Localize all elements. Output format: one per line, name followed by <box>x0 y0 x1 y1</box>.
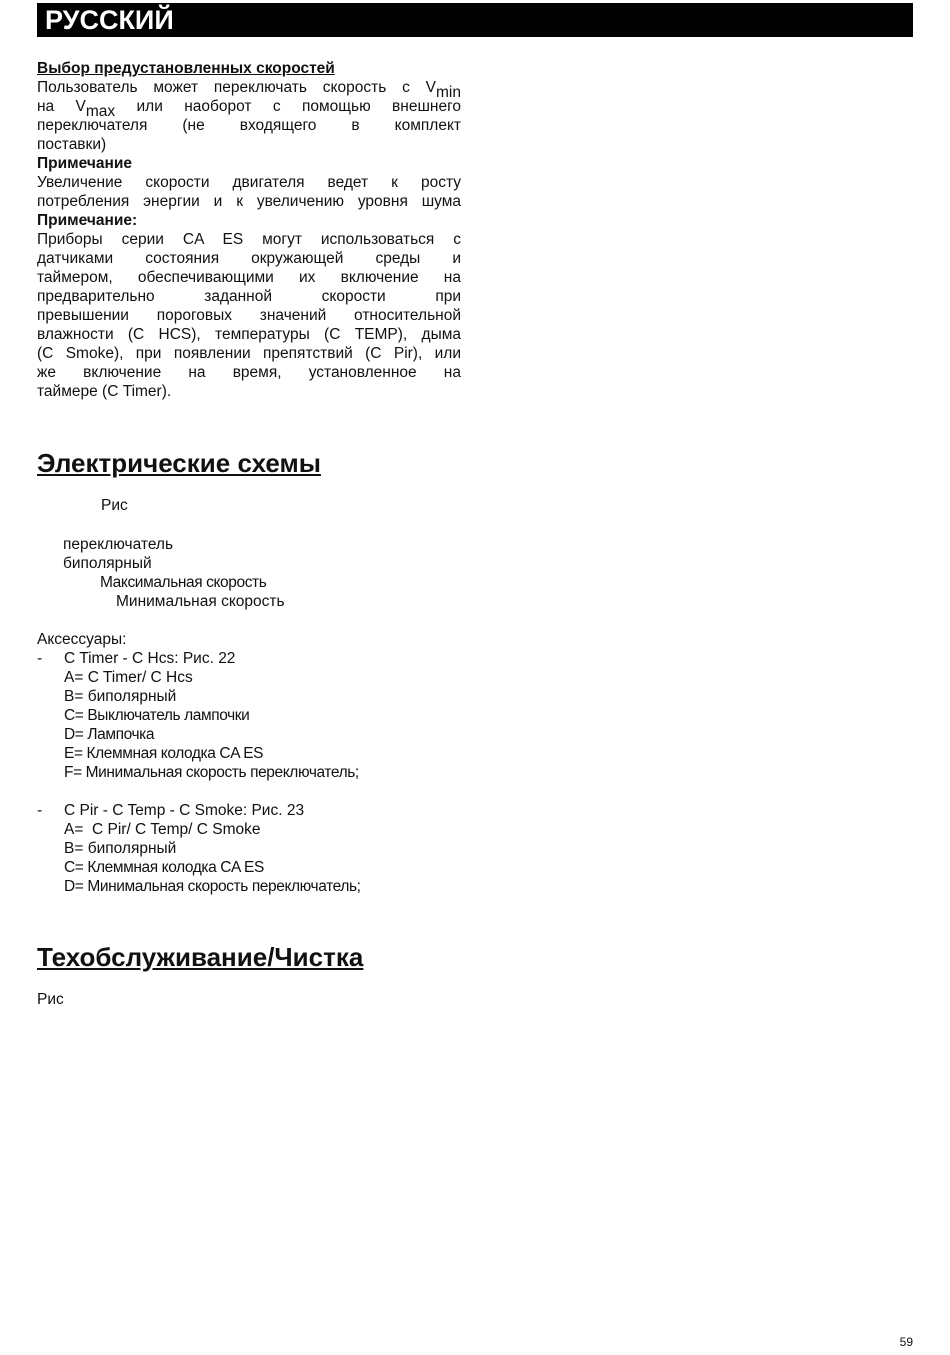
language-title: РУССКИЙ <box>45 5 174 35</box>
page-number: 59 <box>899 1335 913 1349</box>
accessories-list <box>37 630 361 896</box>
section-heading-maintenance: Техобслуживание/Чистка <box>37 942 364 972</box>
paragraph-line: таймером, обеспечивающими их включение на <box>37 269 461 286</box>
language-header <box>37 3 913 37</box>
paragraph-line: поставки) <box>37 136 107 153</box>
note-title: Примечание <box>37 155 132 172</box>
speed-selection-section <box>37 59 461 401</box>
paragraph-line: же включение на время, установленное на <box>37 364 461 381</box>
list-item: C= Выключатель лампочки <box>64 707 250 724</box>
list-item: E= Клеммная колодка CA ES <box>64 745 264 762</box>
paragraph-line: Увеличение скорости двигателя ведет к росту <box>37 174 461 191</box>
list-item: A= C Pir/ C Temp/ C Smoke <box>64 821 261 838</box>
accessory-group-title: - C Pir - C Temp - C Smoke: Рис. 23 <box>37 802 305 819</box>
switch-label-2: биполярный <box>63 555 152 572</box>
figure-label: Рис <box>101 497 128 514</box>
section-heading-speed: Выбор предустановленных скоростей <box>37 60 335 77</box>
paragraph-line: превышении пороговых значений относительной <box>37 307 461 324</box>
note-title: Примечание: <box>37 212 138 229</box>
figure-label: Рис <box>37 991 64 1008</box>
paragraph-line: влажности (С HCS), температуры (С TEMP), дыма <box>37 326 461 343</box>
list-item: F= Минимальная скорость переключатель; <box>64 764 359 781</box>
paragraph-line: Приборы серии CA ES могут использоваться с <box>37 231 461 248</box>
switch-label-1: переключатель <box>63 536 174 553</box>
paragraph-line: таймере (С Timer). <box>37 383 172 400</box>
max-speed-label: Максимальная скорость <box>100 574 267 591</box>
paragraph-line: предварительно заданной скорости при <box>37 288 461 305</box>
list-item: D= Минимальная скорость переключатель; <box>64 878 361 895</box>
accessories-label: Аксессуары: <box>37 631 127 648</box>
paragraph-line: датчиками состояния окружающей среды и <box>37 250 461 267</box>
paragraph-line: потребления энергии и к увеличению уровня шума <box>37 193 461 210</box>
paragraph-line: переключателя (не входящего в комплект <box>37 117 461 134</box>
list-item: A= C Timer/ C Hcs <box>64 669 193 686</box>
paragraph-line: на $V_{max}$ или наоборот с помощью внешнего <box>37 98 462 120</box>
list-item: C= Клеммная колодка CA ES <box>64 859 264 876</box>
paragraph-line: Пользователь может переключать скорость с $V_{min}$ <box>37 79 461 101</box>
section-heading-wiring: Электрические схемы <box>37 448 321 478</box>
list-item: B= биполярный <box>64 840 177 857</box>
list-item: D= Лампочка <box>64 726 155 743</box>
paragraph-line: (С Smoke), при появлении препятствий (C Pir), или <box>37 345 461 362</box>
list-item: B= биполярный <box>64 688 177 705</box>
min-speed-label: Минимальная скорость <box>116 593 285 610</box>
accessory-group-title: - C Timer - C Hcs: Рис. 22 <box>37 650 236 667</box>
